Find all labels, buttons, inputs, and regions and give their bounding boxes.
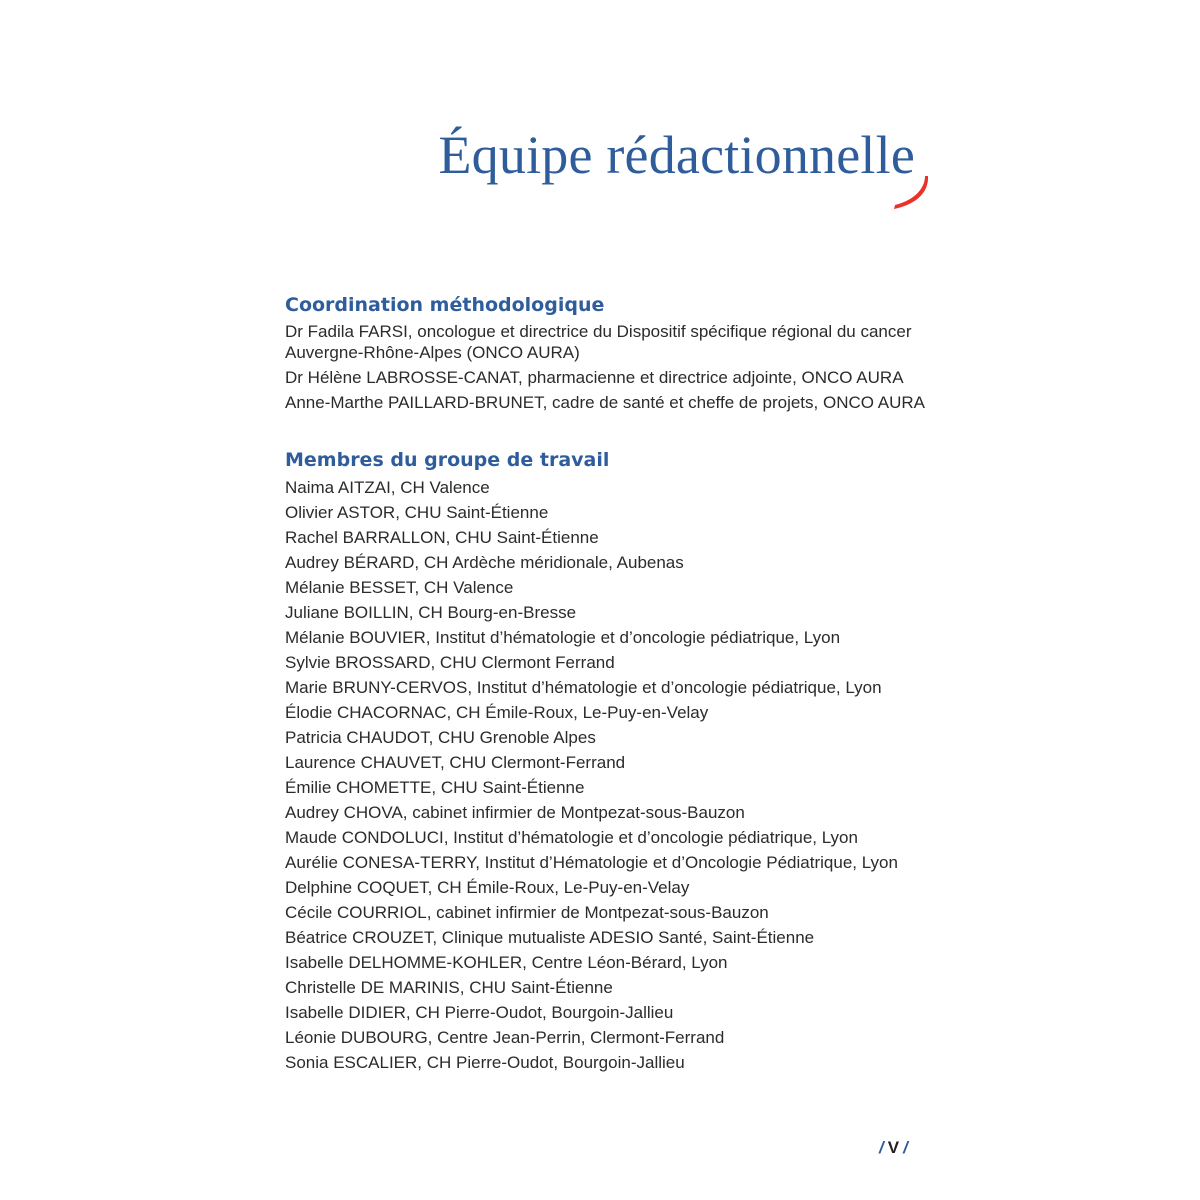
coordination-list xyxy=(285,321,925,413)
member-entry: Laurence CHAUVET, CHU Clermont-Ferrand xyxy=(285,753,626,772)
member-entry: Audrey BÉRARD, CH Ardèche méridionale, Aubenas xyxy=(285,553,684,572)
member-entry: Léonie DUBOURG, Centre Jean-Perrin, Clermont-Ferrand xyxy=(285,1028,725,1047)
page-title: Équipe rédactionnelle xyxy=(438,125,915,185)
member-entry: Mélanie BESSET, CH Valence xyxy=(285,578,514,597)
member-entry: Olivier ASTOR, CHU Saint-Étienne xyxy=(285,503,549,522)
page-number: V xyxy=(887,1138,900,1157)
member-entry: Sylvie BROSSARD, CHU Clermont Ferrand xyxy=(285,653,615,672)
member-entry: Maude CONDOLUCI, Institut d’hématologie et d’oncologie pédiatrique, Lyon xyxy=(285,828,858,847)
member-entry: Audrey CHOVA, cabinet infirmier de Montpezat-sous-Bauzon xyxy=(285,803,745,822)
member-entry: Rachel BARRALLON, CHU Saint-Étienne xyxy=(285,528,599,547)
member-entry: Cécile COURRIOL, cabinet infirmier de Montpezat-sous-Bauzon xyxy=(285,903,769,922)
member-entry: Delphine COQUET, CH Émile-Roux, Le-Puy-en-Velay xyxy=(285,878,690,897)
coordination-heading: Coordination méthodologique xyxy=(285,294,605,316)
member-entry: Patricia CHAUDOT, CHU Grenoble Alpes xyxy=(285,728,596,747)
member-entry: Béatrice CROUZET, Clinique mutualiste ADESIO Santé, Saint-Étienne xyxy=(285,928,815,947)
members-section xyxy=(285,448,925,1075)
coordination-entry: Dr Fadila FARSI, oncologue et directrice du Dispositif spécifique régional du cancer Auvergne-Rhône-Alpes (ONCO AURA) xyxy=(285,322,912,362)
member-entry: Élodie CHACORNAC, CH Émile-Roux, Le-Puy-en-Velay xyxy=(285,703,709,722)
members-list xyxy=(285,475,925,1075)
page-content xyxy=(285,293,925,1075)
coordination-section xyxy=(285,293,925,413)
member-entry: Aurélie CONESA-TERRY, Institut d’Hématologie et d’Oncologie Pédiatrique, Lyon xyxy=(285,853,898,872)
coordination-entry: Anne-Marthe PAILLARD-BRUNET, cadre de santé et cheffe de projets, ONCO AURA xyxy=(285,393,925,412)
member-entry: Sonia ESCALIER, CH Pierre-Oudot, Bourgoin-Jallieu xyxy=(285,1053,685,1072)
page-number-separator-right: / xyxy=(903,1138,908,1157)
page-number-footer xyxy=(879,1138,908,1158)
member-entry: Émilie CHOMETTE, CHU Saint-Étienne xyxy=(285,778,585,797)
member-entry: Isabelle DELHOMME-KOHLER, Centre Léon-Bérard, Lyon xyxy=(285,953,728,972)
member-entry: Isabelle DIDIER, CH Pierre-Oudot, Bourgoin-Jallieu xyxy=(285,1003,674,1022)
member-entry: Christelle DE MARINIS, CHU Saint-Étienne xyxy=(285,978,613,997)
members-heading: Membres du groupe de travail xyxy=(285,449,610,471)
member-entry: Marie BRUNY-CERVOS, Institut d’hématologie et d’oncologie pédiatrique, Lyon xyxy=(285,678,882,697)
member-entry: Juliane BOILLIN, CH Bourg-en-Bresse xyxy=(285,603,577,622)
member-entry: Mélanie BOUVIER, Institut d’hématologie et d’oncologie pédiatrique, Lyon xyxy=(285,628,841,647)
swoosh-accent-icon xyxy=(881,174,931,210)
member-entry: Naima AITZAI, CH Valence xyxy=(285,478,490,497)
page-header xyxy=(438,125,916,218)
page-number-separator-left: / xyxy=(879,1138,884,1157)
coordination-entry: Dr Hélène LABROSSE-CANAT, pharmacienne et directrice adjointe, ONCO AURA xyxy=(285,368,904,387)
